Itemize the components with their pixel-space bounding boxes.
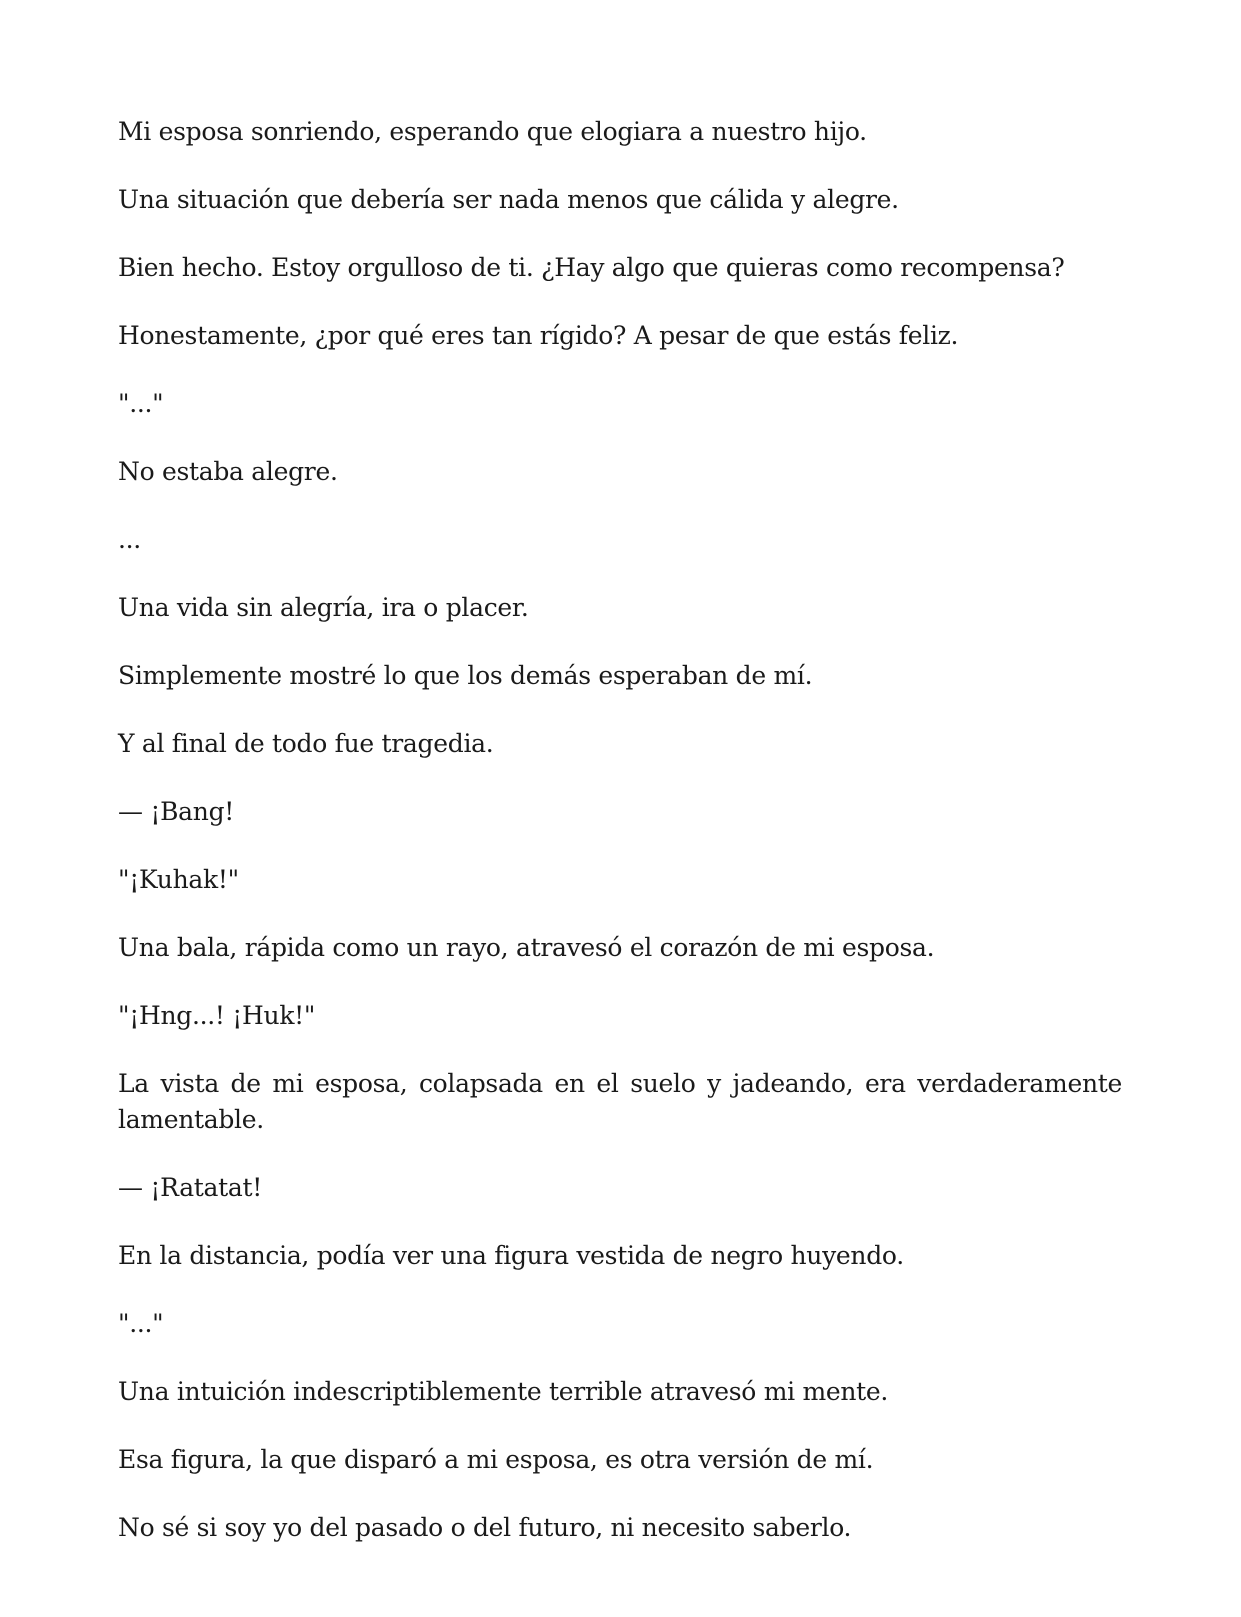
paragraph: La vista de mi esposa, colapsada en el suelo y jadeando, era verdaderamente lamentable. — [118, 1069, 1122, 1134]
paragraph: — ¡Ratatat! — [118, 1173, 262, 1202]
paragraph: No estaba alegre. — [118, 457, 338, 486]
paragraph: Una bala, rápida como un rayo, atravesó el corazón de mi esposa. — [118, 933, 935, 962]
paragraph: Una situación que debería ser nada menos que cálida y alegre. — [118, 185, 899, 214]
paragraph: Mi esposa sonriendo, esperando que elogiara a nuestro hijo. — [118, 117, 867, 146]
document-body — [118, 114, 1122, 1578]
paragraph: Bien hecho. Estoy orgulloso de ti. ¿Hay algo que quieras como recompensa? — [118, 253, 1065, 282]
paragraph: Simplemente mostré lo que los demás esperaban de mí. — [118, 661, 813, 690]
paragraph: "..." — [118, 389, 164, 418]
paragraph: No sé si soy yo del pasado o del futuro, ni necesito saberlo. — [118, 1513, 852, 1542]
paragraph: Y al final de todo fue tragedia. — [118, 729, 494, 758]
paragraph: "¡Kuhak!" — [118, 865, 239, 894]
paragraph: En la distancia, podía ver una figura vestida de negro huyendo. — [118, 1241, 904, 1270]
paragraph: Una vida sin alegría, ira o placer. — [118, 593, 529, 622]
paragraph: "..." — [118, 1309, 164, 1338]
paragraph: "¡Hng...! ¡Huk!" — [118, 1001, 316, 1030]
paragraph: Esa figura, la que disparó a mi esposa, es otra versión de mí. — [118, 1445, 874, 1474]
paragraph: Una intuición indescriptiblemente terrible atravesó mi mente. — [118, 1377, 889, 1406]
paragraph: Honestamente, ¿por qué eres tan rígido? A pesar de que estás feliz. — [118, 321, 959, 350]
paragraph: — ¡Bang! — [118, 797, 235, 826]
paragraph: ... — [118, 525, 141, 554]
